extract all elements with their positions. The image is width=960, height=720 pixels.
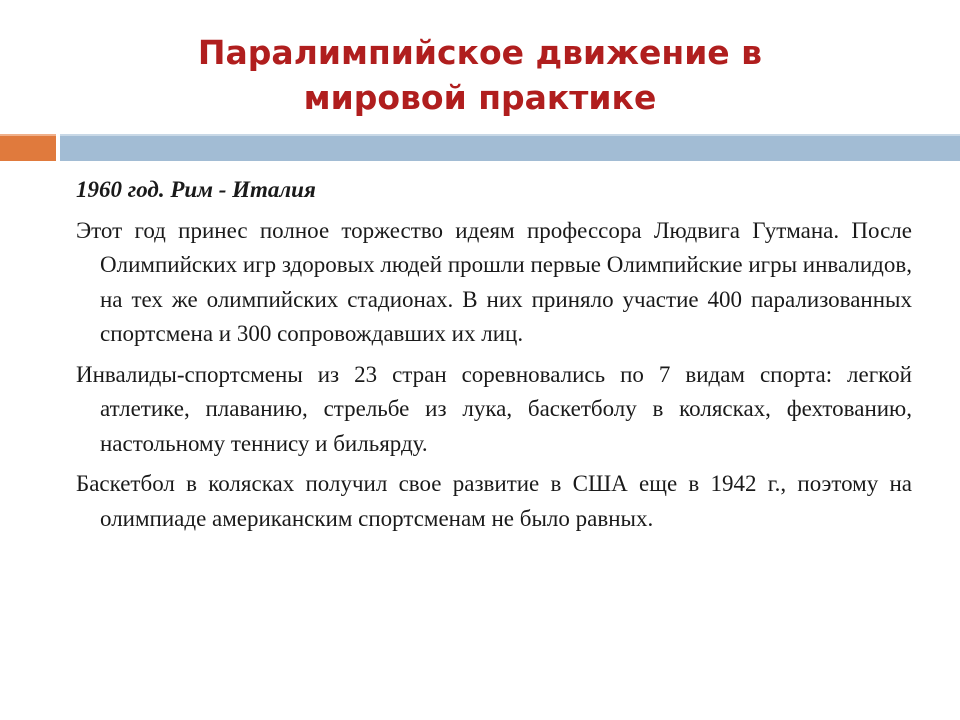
paragraph-sports: Инвалиды-спортсмены из 23 стран соревновались по 7 видам спорта: легкой атлетике, плаванию, стрельбе из лука, баскетболу в колясках, фехтованию, настольному теннису и бильярду. (76, 361, 912, 456)
accent-band-orange (0, 134, 56, 161)
section-heading: 1960 год. Рим - Италия (76, 177, 316, 202)
paragraph-basketball: Баскетбол в колясках получил свое развитие в США еще в 1942 г., поэтому на олимпиаде американским спортсменам не было равных. (76, 471, 912, 531)
title-line-1: Паралимпийское движение в (197, 33, 763, 72)
slide-title (60, 30, 900, 120)
accent-band-blue (60, 134, 960, 161)
title-line-2: мировой практике (303, 78, 657, 117)
paragraph-gutmann: Этот год принес полное торжество идеям профессора Людвига Гутмана. После Олимпийских игр здоровых людей прошли первые Олимпийские игры инвалидов, на тех же олимпийских стадионах. В них приняло участие 400 парализованных спортсмена и 300 сопровождавших их лиц. (76, 217, 912, 346)
slide-body (76, 173, 912, 542)
